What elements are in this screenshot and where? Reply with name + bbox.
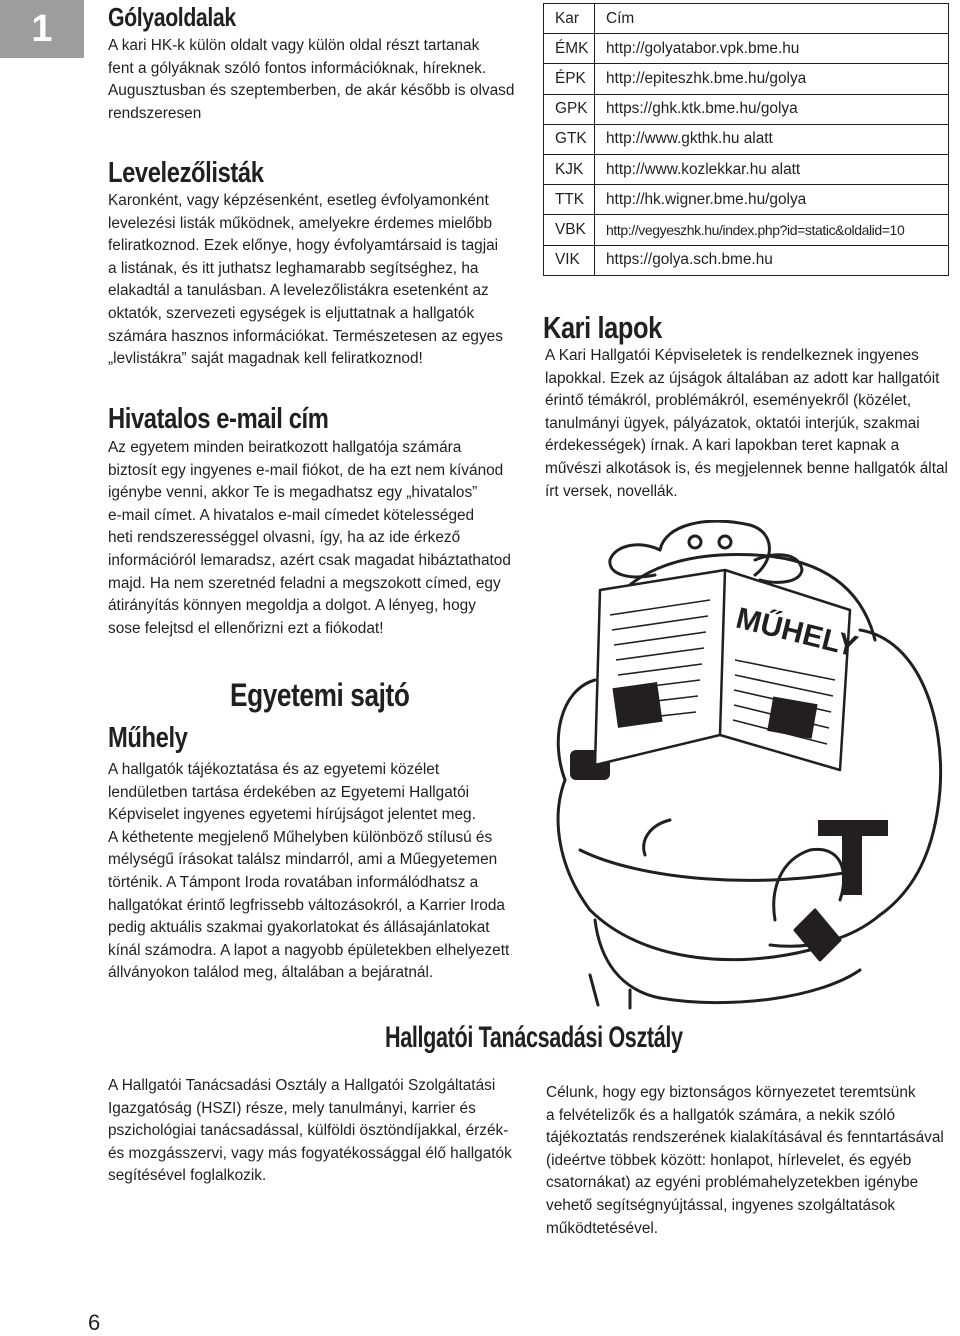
table-cell-kar: GPK (544, 94, 595, 124)
table-cell-url[interactable]: http://www.kozlekkar.hu alatt (595, 154, 949, 184)
table-cell-kar: VBK (544, 215, 595, 245)
text-line: rendszeresen (108, 104, 202, 122)
table-cell-kar: ÉMK (544, 34, 595, 64)
table-cell-kar: VIK (544, 245, 595, 275)
kari-lapok-text (545, 345, 955, 503)
section-title-hto: Hallgatói Tanácsadási Osztály (385, 1021, 683, 1054)
table-cell-url[interactable]: http://www.gkthk.hu alatt (595, 124, 949, 154)
text-line: Képviselet ingyenes egyetemi hírújságot jelentet meg. (108, 806, 476, 824)
text-line: érintő témákról, problémákról, eseményekről (közélet, (545, 392, 912, 410)
table-cell-url[interactable]: http://vegyeszhk.hu/index.php?id=static&oldalid=10 (595, 215, 949, 245)
text-line: igénybe venni, akkor Te is megadhatsz egy „hivatalos” (108, 484, 478, 502)
text-line: művészi alkotások is, és megjelennek benne hallgatók által (545, 459, 948, 477)
table-cell-kar: TTK (544, 185, 595, 215)
hto-left-text (108, 1075, 518, 1188)
table-cell-kar: GTK (544, 124, 595, 154)
section-title-levelezolistak: Levelezőlisták (108, 157, 264, 189)
sheep-reading-newspaper-illustration (520, 520, 960, 1010)
text-line: a felvételizők és a hallgatók számára, a nekik szóló (546, 1106, 896, 1124)
section-title-muhely: Műhely (108, 722, 188, 754)
table-row (544, 154, 949, 184)
section-title-hivatalos-email: Hivatalos e-mail cím (108, 403, 329, 435)
table-cell-url[interactable]: https://golya.sch.bme.hu (595, 245, 949, 275)
text-line: tájékoztatás rendszerének kialakításával és fenntartásával (546, 1129, 944, 1147)
table-row (544, 215, 949, 245)
table-cell-url[interactable]: http://golyatabor.vpk.bme.hu (595, 34, 949, 64)
text-line: átirányítás könnyen megoldja a dolgot. A lényeg, hogy (108, 597, 476, 615)
table-cell-kar: ÉPK (544, 64, 595, 94)
table-row (544, 185, 949, 215)
text-line: érdekességek) írnak. A kari lapokban teret kapnak a (545, 437, 900, 455)
text-line: A kéthetente megjelenő Műhelyben különböző stílusú és (108, 828, 493, 846)
text-line: a listának, és itt juthatsz leghamarabb segítséghez, ha (108, 259, 479, 277)
text-line: lendületben tartása érdekében az Egyetemi Hallgatói (108, 783, 470, 801)
table-cell-url[interactable]: http://epiteszhk.bme.hu/golya (595, 64, 949, 94)
text-line: A hallgatók tájékoztatása és az egyetemi közélet (108, 761, 440, 778)
table-row (544, 64, 949, 94)
table-row (544, 124, 949, 154)
text-line: Igazgatóság (HSZI) része, mely tanulmányi, karrier és (108, 1099, 476, 1117)
levelezolistak-text (108, 190, 518, 371)
text-line: és mozgásszervi, vagy más fogyatékossággal élő hallgatók (108, 1144, 512, 1162)
text-line: számára hasznos információkat. Természetesen az egyes (108, 327, 503, 345)
section-title-kari-lapok: Kari lapok (543, 310, 662, 345)
text-line: Augusztusban és szeptemberben, de akár később is olvasd (108, 82, 515, 100)
chapter-number-box: 1 (0, 0, 84, 58)
text-line: lapokkal. Ezek az újságok általában az adott kar hallgatóit (545, 369, 940, 387)
text-line: információról lemaradsz, azért csak magadat hibáztathatod (108, 551, 511, 569)
text-line: vehető segítségnyújtással, ingyenes szolgáltatások (546, 1196, 896, 1214)
text-line: pszichológiai tanácsadással, külföldi ösztöndíjakkal, érzék- (108, 1122, 509, 1140)
table-row (544, 245, 949, 275)
table-cell-kar: KJK (544, 154, 595, 184)
kar-links-table (543, 3, 949, 276)
text-line: sose felejtsd el ellenőrizni ezt a fiókodat! (108, 619, 384, 637)
text-line: A Hallgatói Tanácsadási Osztály a Hallgatói Szolgáltatási (108, 1077, 496, 1094)
table-cell-url[interactable]: http://hk.wigner.bme.hu/golya (595, 185, 949, 215)
section-title-golyaoldalak: Gólyaoldalak (108, 2, 236, 32)
text-line: hallgatókat érintő legfrissebb változásokról, a Karrier Iroda (108, 896, 505, 914)
table-header-cim: Cím (595, 4, 949, 34)
text-line: Karonként, vagy képzésenként, esetleg évfolyamonként (108, 192, 489, 209)
table-row (544, 34, 949, 64)
section-title-egyetemi-sajto: Egyetemi sajtó (230, 677, 410, 713)
golyaoldalak-text (108, 35, 518, 125)
hivatalos-email-text (108, 437, 518, 640)
text-line: majd. Ha nem szeretnéd feladni a megszokott címed, egy (108, 574, 501, 592)
table-cell-url[interactable]: https://ghk.ktk.bme.hu/golya (595, 94, 949, 124)
text-line: segítésével foglalkozik. (108, 1167, 267, 1185)
text-line: e-mail címet. A hivatalos e-mail címedet kötelességed (108, 506, 475, 524)
muhely-text (108, 759, 518, 985)
text-line: heti rendszerességgel olvasni, így, ha az ide érkező (108, 529, 461, 547)
table-header-row (544, 4, 949, 34)
text-line: elakadtál a tanulásban. A levelezőlistákra esetenként az (108, 282, 489, 300)
text-line: kínál számodra. A lapot a nagyobb épületekben elhelyezett (108, 941, 510, 959)
text-line: levelezési listák működnek, amelyekre érdemes mielőbb (108, 214, 493, 232)
text-line: oktatók, szervezeti egységek is eljuttatnak a hallgatók (108, 304, 475, 322)
text-line: működtetésével. (546, 1219, 659, 1237)
text-line: fent a gólyáknak szóló fontos információknak, híreknek. (108, 59, 487, 77)
text-line: történik. A Támpont Iroda rovatában informálódhatsz a (108, 873, 479, 891)
table-row (544, 94, 949, 124)
text-line: A Kari Hallgatói Képviseletek is rendelkeznek ingyenes (545, 347, 919, 364)
text-line: állványokon találod meg, általában a bejáratnál. (108, 964, 434, 982)
text-line: A kari HK-k külön oldalt vagy külön oldal részt tartanak (108, 37, 480, 54)
text-line: mélységű írásokat találsz mindarról, ami a Műegyetemen (108, 851, 498, 869)
text-line: csatornákat) az egyéni problémahelyzetekben igénybe (546, 1174, 919, 1192)
text-line: feliratkoznod. Ezek előnye, hogy évfolyamtársaid is tagjai (108, 237, 499, 255)
text-line: „levlistákra” saját magadnak kell feliratkoznod! (108, 350, 423, 368)
text-line: (ideértve többek között: honlapot, hírlevelet, és egyéb (546, 1151, 912, 1169)
text-line: biztosít egy ingyenes e-mail fiókot, de ha ezt nem kívánod (108, 461, 504, 479)
page-number: 6 (88, 1310, 101, 1335)
text-line: írt versek, novellák. (545, 482, 678, 500)
newspaper-title: MŰHELY (732, 601, 861, 664)
text-line: Az egyetem minden beiratkozott hallgatója számára (108, 439, 462, 456)
text-line: pedig aktuális szakmai gyakorlatokat és állásajánlatokat (108, 919, 490, 937)
table-header-kar: Kar (544, 4, 595, 34)
text-line: Célunk, hogy egy biztonságos környezetet teremtsünk (546, 1084, 916, 1101)
hto-right-text (546, 1082, 956, 1240)
text-line: tanulmányi ügyek, pályázatok, oktatói interjúk, szakmai (545, 414, 920, 432)
